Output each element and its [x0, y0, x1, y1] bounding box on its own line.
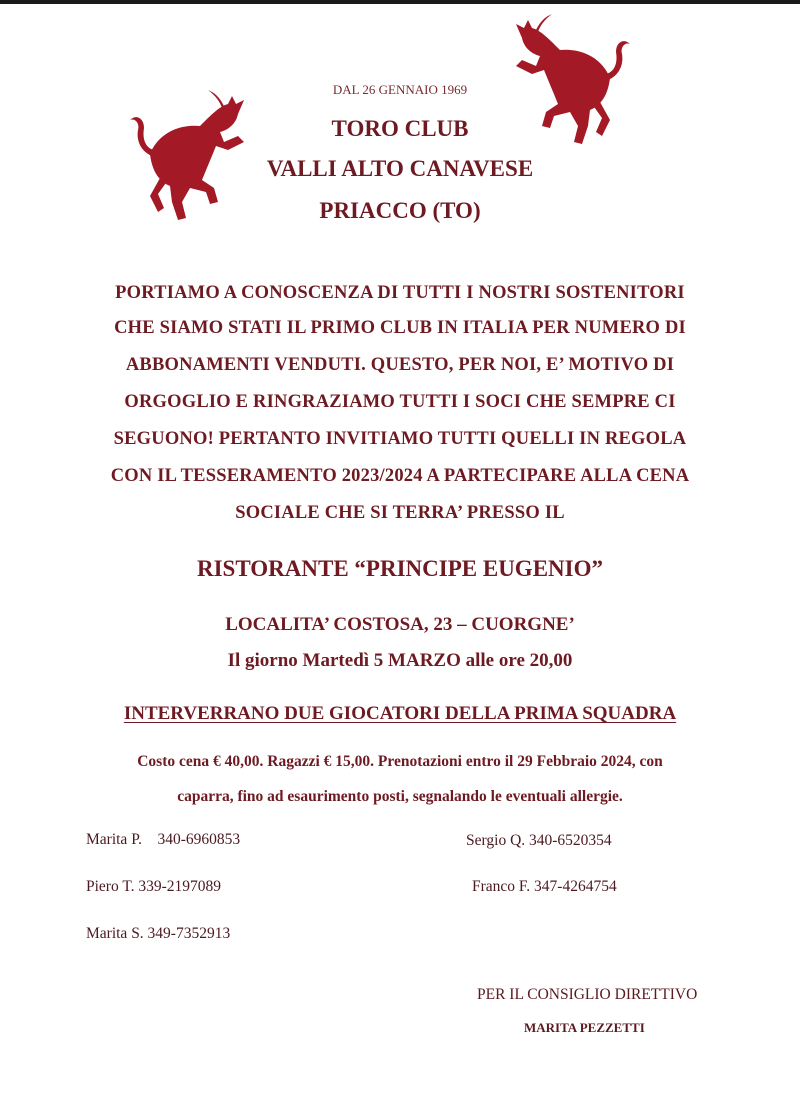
announcement-line: SOCIALE CHE SI TERRA’ PRESSO IL [235, 503, 565, 523]
event-date: Il giorno Martedì 5 MARZO alle ore 20,00 [227, 650, 573, 671]
announcement-line: ORGOGLIO E RINGRAZIAMO TUTTI I SOCI CHE SEMPRE CI [124, 392, 676, 412]
signature-title: PER IL CONSIGLIO DIRETTIVO [477, 986, 698, 1003]
announcement-line: ABBONAMENTI VENDUTI. QUESTO, PER NOI, E’ MOTIVO DI [125, 355, 675, 375]
announcement-line: CHE SIAMO STATI IL PRIMO CLUB IN ITALIA PER NUMERO DI [114, 318, 686, 338]
restaurant-address: LOCALITA’ COSTOSA, 23 – CUORGNE’ [225, 614, 575, 635]
founding-date: DAL 26 GENNAIO 1969 [332, 82, 468, 97]
restaurant-name: RISTORANTE “PRINCIPE EUGENIO” [197, 556, 603, 581]
club-location: PRIACCO (TO) [319, 198, 481, 223]
contact-entry: Franco F. 347-4264754 [472, 878, 617, 895]
contact-entry: Piero T. 339-2197089 [86, 878, 222, 895]
contact-entry: Marita S. 349-7352913 [86, 925, 231, 942]
contact-entry: Sergio Q. 340-6520354 [466, 832, 612, 849]
announcement-line: CON IL TESSERAMENTO 2023/2024 A PARTECIPARE ALLA CENA [110, 466, 690, 486]
top-border [0, 0, 800, 4]
cost-info-line: Costo cena € 40,00. Ragazzi € 15,00. Prenotazioni entro il 29 Febbraio 2024, con [137, 753, 663, 770]
cost-info-line: caparra, fino ad esaurimento posti, segnalando le eventuali allergie. [177, 788, 623, 805]
announcement-line: SEGUONO! PERTANTO INVITIAMO TUTTI QUELLI IN REGOLA [113, 429, 687, 449]
guest-players-notice: INTERVERRANO DUE GIOCATORI DELLA PRIMA SQUADRA [123, 703, 677, 724]
club-name: TORO CLUB [331, 116, 469, 141]
announcement-line: PORTIAMO A CONOSCENZA DI TUTTI I NOSTRI SOSTENITORI [115, 283, 685, 303]
club-region: VALLI ALTO CANAVESE [266, 156, 534, 181]
contact-entry: Marita P. 340-6960853 [86, 831, 241, 848]
signature-name: MARITA PEZZETTI [524, 1020, 645, 1035]
